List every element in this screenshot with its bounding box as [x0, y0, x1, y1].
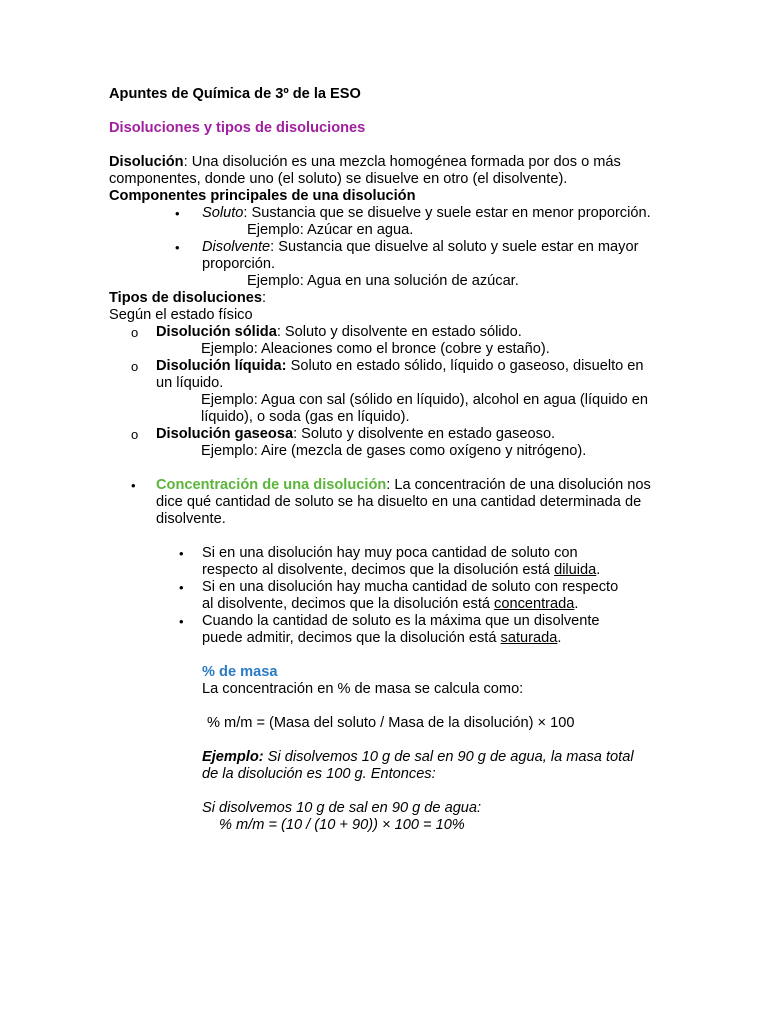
- saturada-word: saturada: [500, 630, 558, 646]
- liquida-term: Disolución líquida:: [156, 358, 287, 374]
- list-item-concentracion: [109, 477, 656, 528]
- document-page: [109, 86, 669, 834]
- concentracion-colon: :: [386, 477, 391, 493]
- concentrada-word: concentrada: [494, 596, 575, 612]
- document-title: Apuntes de Química de 3º de la ESO: [109, 86, 361, 102]
- saturada-text: Cuando la cantidad de soluto es la máxima que un disolvente puede admitir, decimos que la disolución está: [202, 613, 600, 646]
- list-item-solida: [109, 324, 669, 358]
- solida-text: : Soluto y disolvente en estado sólido.: [276, 324, 522, 340]
- bullet-icon: •: [175, 240, 180, 255]
- disolvente-example: Ejemplo: Agua en una solución de azúcar.: [247, 273, 519, 289]
- list-item-disolvente: [109, 239, 669, 290]
- list-item-liquida: [109, 358, 669, 426]
- concentracion-text: La concentración de una disolución nos dice qué cantidad de soluto se ha disuelto en una cantidad determinada de disolvente.: [156, 477, 651, 527]
- concentrada-period: .: [574, 596, 579, 612]
- mass-percent-example: [202, 749, 642, 783]
- circle-bullet-icon: o: [131, 359, 139, 374]
- solida-term: Disolución sólida: [156, 324, 277, 340]
- section-title: Disoluciones y tipos de disoluciones: [109, 120, 366, 136]
- bullet-icon: •: [179, 546, 184, 561]
- example-text: Si disolvemos 10 g de sal en 90 g de agua, la masa total de la disolución es 100 g. Entonces:: [202, 749, 634, 782]
- soluto-term: Soluto: [202, 205, 244, 221]
- bullet-icon: •: [131, 478, 136, 493]
- bullet-icon: •: [179, 614, 184, 629]
- calc-line-2: % m/m = (10 / (10 + 90)) × 100 = 10%: [219, 817, 465, 833]
- calc-line-1: Si disolvemos 10 g de sal en 90 g de agua:: [202, 800, 482, 816]
- types-heading: Tipos de disoluciones: [109, 290, 262, 306]
- disolvente-text: : Sustancia que disuelve al soluto y suele estar en mayor proporción.: [202, 239, 639, 272]
- definition-text: : Una disolución es una mezcla homogénea formada por dos o más componentes, donde uno (el soluto) se disuelve en otro (el disolvente).: [109, 154, 621, 187]
- gaseosa-term: Disolución gaseosa: [156, 426, 294, 442]
- bullet-icon: •: [179, 580, 184, 595]
- definition-term: Disolución: [109, 154, 184, 170]
- gaseosa-text: : Soluto y disolvente en estado gaseoso.: [293, 426, 556, 442]
- types-criterion: Según el estado físico: [109, 307, 253, 323]
- concentrada-text: Si en una disolución hay mucha cantidad de soluto con respecto al disolvente, decimos que la disolución está: [202, 579, 619, 612]
- gaseosa-example: Ejemplo: Aire (mezcla de gases como oxígeno y nitrógeno).: [201, 443, 587, 459]
- solida-example: Ejemplo: Aleaciones como el bronce (cobre y estaño).: [201, 341, 550, 357]
- circle-bullet-icon: o: [131, 427, 139, 442]
- types-heading-line: [109, 290, 669, 307]
- liquida-example: Ejemplo: Agua con sal (sólido en líquido), alcohol en agua (líquido en líquido), o soda (gas en líquido).: [201, 392, 649, 425]
- disolvente-term: Disolvente: [202, 239, 271, 255]
- mass-percent-section: [109, 664, 642, 834]
- saturada-period: .: [557, 630, 562, 646]
- diluida-period: .: [596, 562, 601, 578]
- list-item-gaseosa: [109, 426, 669, 460]
- list-item-concentrada: [109, 579, 622, 613]
- liquida-text: Soluto en estado sólido, líquido o gaseoso, disuelto en un líquido.: [156, 358, 644, 391]
- diluida-text: Si en una disolución hay muy poca cantidad de soluto con respecto al disolvente, decimos que la disolución está: [202, 545, 578, 578]
- concentracion-term: Concentración de una disolución: [156, 477, 387, 493]
- components-heading: Componentes principales de una disolución: [109, 188, 416, 204]
- list-item-diluida: [109, 545, 622, 579]
- mass-percent-formula: % m/m = (Masa del soluto / Masa de la disolución) × 100: [207, 715, 575, 731]
- list-item-saturada: [109, 613, 622, 647]
- list-item-soluto: [109, 205, 669, 239]
- mass-percent-intro: La concentración en % de masa se calcula como:: [202, 681, 524, 697]
- soluto-example: Ejemplo: Azúcar en agua.: [247, 222, 414, 238]
- bullet-icon: •: [175, 206, 180, 221]
- types-heading-colon: :: [262, 290, 267, 306]
- circle-bullet-icon: o: [131, 325, 139, 340]
- diluida-word: diluida: [554, 562, 597, 578]
- definition-paragraph: [109, 154, 669, 188]
- mass-percent-heading: % de masa: [202, 664, 278, 680]
- soluto-text: : Sustancia que se disuelve y suele estar en menor proporción.: [243, 205, 651, 221]
- example-label: Ejemplo:: [202, 749, 264, 765]
